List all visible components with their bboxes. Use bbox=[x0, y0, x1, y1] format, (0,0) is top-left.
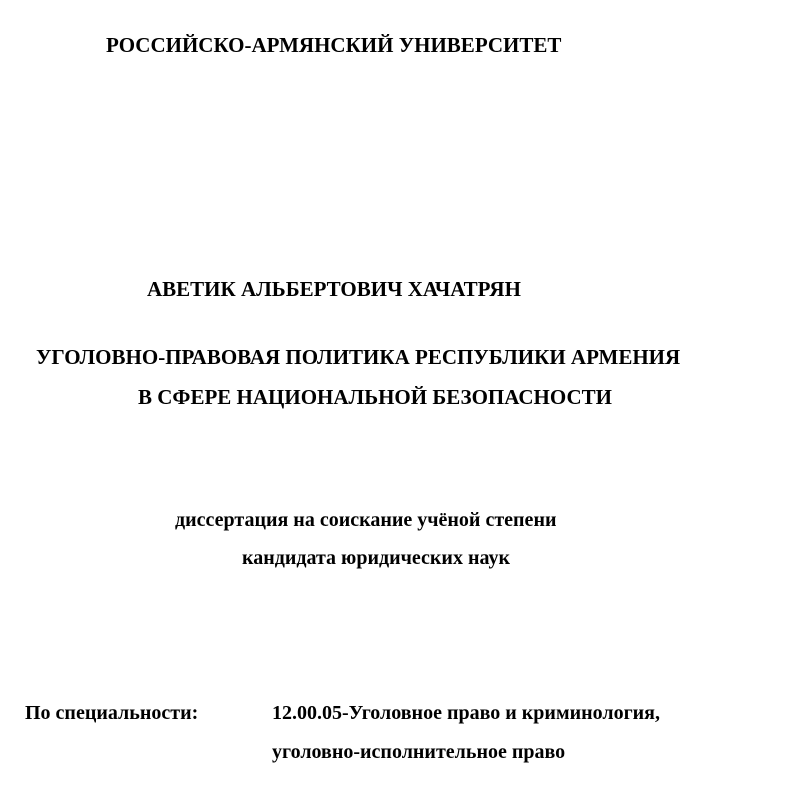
dissertation-title-line-1: УГОЛОВНО-ПРАВОВАЯ ПОЛИТИКА РЕСПУБЛИКИ АРМЕНИЯ bbox=[36, 345, 681, 369]
specialty-label: По специальности: bbox=[25, 702, 199, 724]
university-name: РОССИЙСКО-АРМЯНСКИЙ УНИВЕРСИТЕТ bbox=[106, 33, 562, 57]
author-name: АВЕТИК АЛЬБЕРТОВИЧ ХАЧАТРЯН bbox=[147, 277, 521, 301]
specialty-code-line-2: уголовно-исполнительное право bbox=[272, 741, 566, 763]
degree-line-1: диссертация на соискание учёной степени bbox=[175, 509, 557, 531]
degree-line-2: кандидата юридических наук bbox=[242, 547, 510, 569]
dissertation-title-line-2: В СФЕРЕ НАЦИОНАЛЬНОЙ БЕЗОПАСНОСТИ bbox=[138, 385, 612, 409]
specialty-code-line-1: 12.00.05-Уголовное право и криминология, bbox=[272, 702, 660, 724]
